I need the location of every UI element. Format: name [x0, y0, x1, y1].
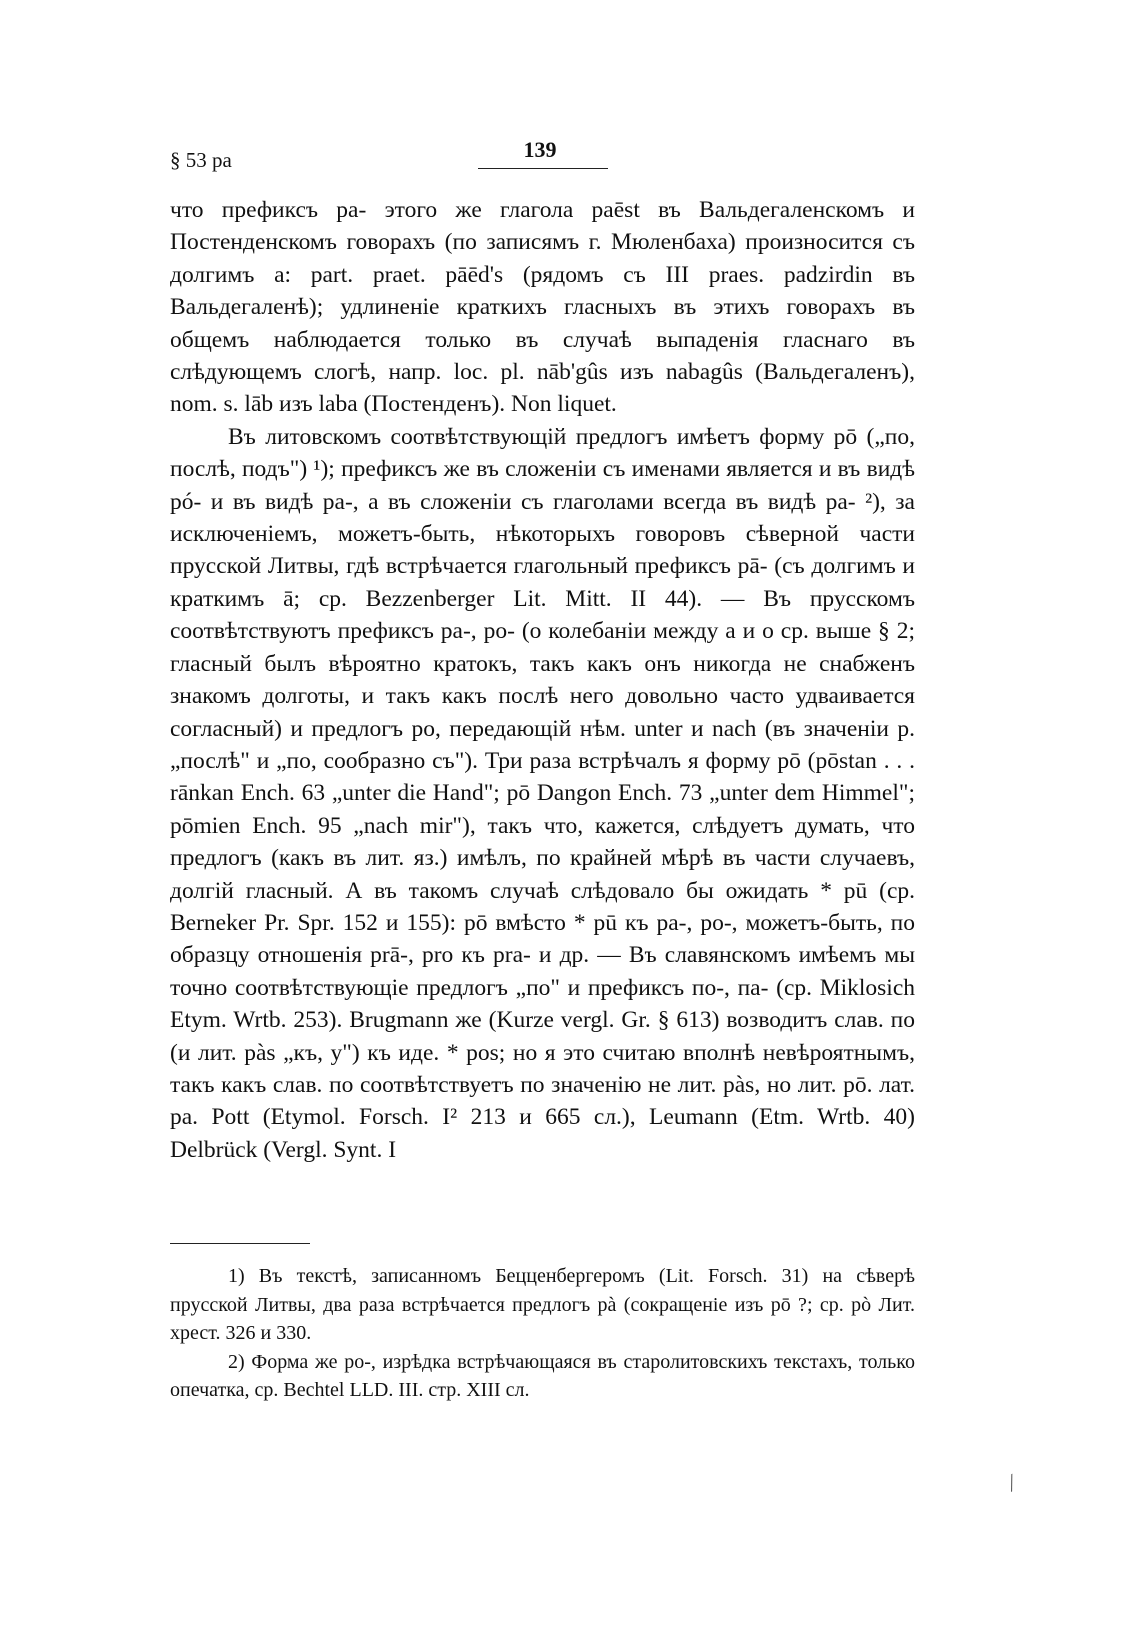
stray-mark-icon: ⁄: [1002, 1471, 1021, 1494]
footnotes: [170, 1262, 915, 1405]
main-text: [170, 194, 915, 1166]
header-rule: [478, 168, 608, 169]
footnote: 2) Форма же po-, изрѣдка встрѣчающаяся въ старолитовскихъ текстахъ, только опечатка, cp. Bechtel LLD. III. стр. XIII сл.: [170, 1350, 915, 1401]
book-page: [170, 0, 915, 1631]
page-number: 139: [523, 137, 557, 162]
paragraph: что префиксъ pa- этого же глагола paēst въ Вальдегаленскомъ и Постенденскомъ говорахъ (по записямъ г. Мюленбаха) произносится съ долгимъ a: part. praet. pāēd's (рядомъ съ III praes. padzirdin въ Вальдегаленѣ); удлиненіе краткихъ гласныхъ въ этихъ говорахъ въ общемъ наблюдается только въ случаѣ выпаденія гласнаго въ слѣдующемъ слогѣ, напр. loc. pl. nāb'gûs изъ nabagûs (Вальдегаленъ), nom. s. lāb изъ laba (Постенденъ). Non liquet.: [170, 197, 915, 418]
footnote: 1) Въ текстѣ, записанномъ Бецценбергеромъ (Lit. Forsch. 31) на сѣверѣ прусской Литвы, два раза встрѣчается предлогъ pà (сокращеніе изъ pō ?; cp. pò Лит. хрест. 326 и 330.: [170, 1265, 915, 1344]
section-marker: § 53 pa: [170, 148, 232, 172]
paragraph: Въ литовскомъ соотвѣтствующій предлогъ имѣетъ форму pō („по, послѣ, подъ") ¹); префиксъ же въ сложеніи съ именами является и въ видѣ pó- и въ видѣ pa-, а въ сложеніи съ глаголами всегда въ видѣ pa- ²), за исключеніемъ, можетъ-быть, нѣкоторыхъ говоровъ сѣверной части прусской Литвы, гдѣ встрѣчается глагольный префиксъ pā- (съ долгимъ и краткимъ ā; cp. Bezzenberger Lit. Mitt. II 44). — Въ прусскомъ соотвѣтствуютъ префиксъ pa-, po- (о колебаніи между a и o cp. выше § 2; гласный былъ вѣроятно кратокъ, такъ какъ онъ никогда не снабженъ знакомъ долготы, и такъ какъ послѣ него довольно часто удваивается согласный) и предлогъ po, передающій нѣм. unter и nach (въ значеніи р. „послѣ" и „по, сообразно съ"). Три раза встрѣчалъ я форму pō (pōstan . . . rānkan Ench. 63 „unter die Hand"; pō Dangon Ench. 73 „unter dem Himmel"; pōmien Ench. 95 „nach mir"), такъ что, кажется, слѣдуетъ думать, что предлогъ (какъ въ лит. яз.) имѣлъ, по крайней мѣрѣ въ части случаевъ, долгій гласный. А въ такомъ случаѣ слѣдовало бы ожидать * pū (cp. Berneker Pr. Spr. 152 и 155): pō вмѣсто * pū къ pa-, po-, можетъ-быть, по образцу отношенія prā-, pro къ pra- и др. — Въ славянскомъ имѣемъ мы точно соотвѣтствующіе предлогъ „по" и префиксъ по-, па- (cp. Miklosich Etym. Wrtb. 253). Brugmann же (Kurze vergl. Gr. § 613) возводитъ слав. по (и лит. pàs „къ, у") къ иде. * pos; но я это считаю вполнѣ невѣроятнымъ, такъ какъ слав. по соотвѣтствуетъ по значенію не лит. pàs, но лит. pō. лат. pa. Pott (Etymol. Forsch. I² 213 и 665 сл.), Leumann (Etm. Wrtb. 40) Delbrück (Vergl. Synt. I: [170, 423, 915, 1163]
running-head: [170, 137, 915, 176]
footnote-rule: [170, 1243, 310, 1244]
